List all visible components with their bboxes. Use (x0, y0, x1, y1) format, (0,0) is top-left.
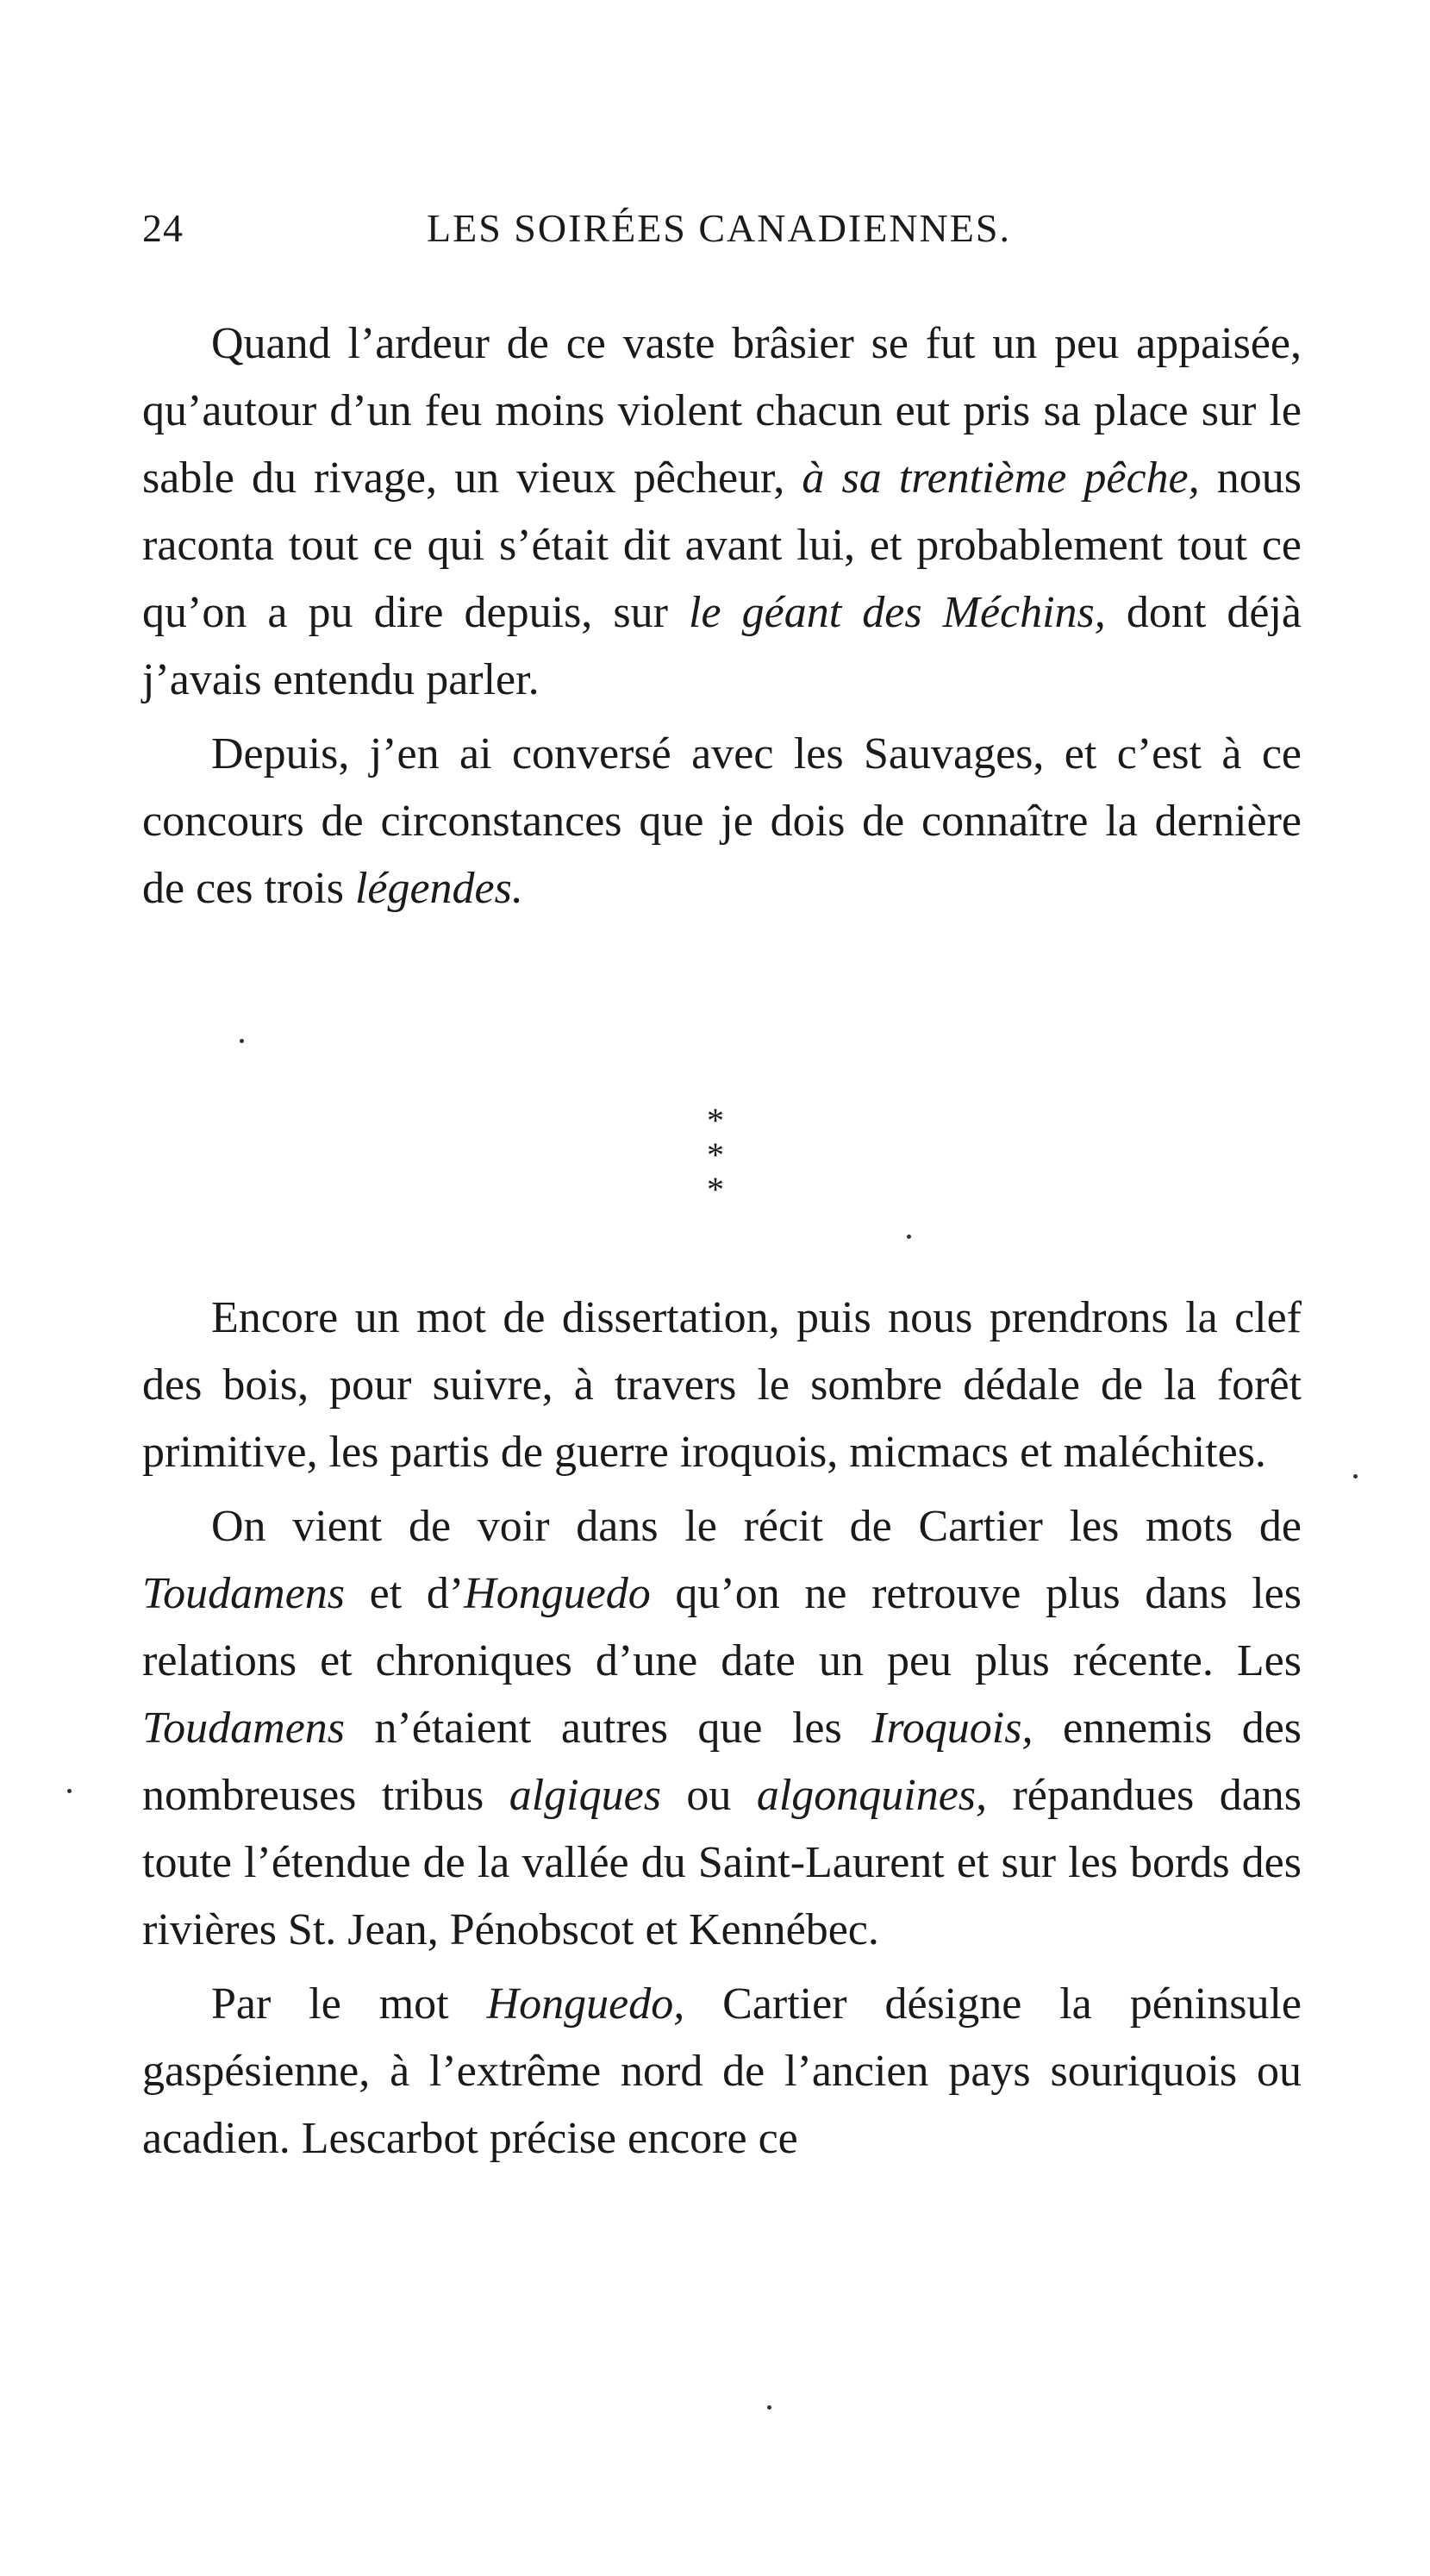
text-span: On vient de voir dans le récit de Cartier les mots de (211, 1502, 1302, 1551)
italic-phrase: le géant des Méchins, (689, 588, 1106, 637)
print-speck (67, 1789, 72, 1793)
running-title: LES SOIRÉES CANADIENNES. (427, 206, 1011, 250)
italic-word: Honguedo, (486, 1979, 685, 2029)
text-span: ennemis des nombreuses tribus (142, 1704, 1302, 1820)
text-span: qu’on ne retrouve plus dans les relations et chroniques d’une date un peu plus récente. Les (142, 1569, 1302, 1685)
italic-phrase: à sa trentième pêche, (802, 453, 1200, 503)
asterism-top: * (707, 1101, 724, 1140)
asterism-bottom: * * (707, 1135, 740, 1209)
text-span: Depuis, j’en ai conversé avec les Sauvages, et c’est à ce concours de circonstances que je dois de connaître la dernière de ces trois (142, 729, 1302, 913)
paragraph (142, 1285, 1302, 1486)
print-speck (1353, 1474, 1358, 1479)
paragraph (142, 1493, 1302, 1964)
italic-phrase: légendes. (354, 864, 523, 913)
text-span: dont déjà j’avais entendu parler. (142, 588, 1302, 704)
italic-word: Honguedo (464, 1569, 651, 1618)
text-span: nous raconta tout ce qui s’était dit avant lui, et probablement tout ce qu’on a pu dire depuis, sur (142, 453, 1302, 637)
text-span: répandues dans toute l’étendue de la vallée du Saint-Laurent et sur les bords des rivières St. Jean, Pénobscot et Kennébec. (142, 1771, 1302, 1954)
page-number: 24 (142, 206, 184, 250)
paragraph (142, 721, 1302, 922)
text-span: et d’ (345, 1569, 465, 1618)
italic-word: algiques (509, 1771, 661, 1820)
text-span: ou (660, 1771, 757, 1820)
text-span: Cartier désigne la péninsule gaspésienne, à l’extrême nord de l’ancien pays souriquois ou acadien. Lescarbot précise encore ce (142, 1979, 1302, 2163)
italic-word: algonquines, (756, 1771, 988, 1820)
section-2-text (142, 1285, 1302, 2173)
italic-word: Toudamens (142, 1704, 346, 1753)
italic-word: Toudamens (142, 1569, 346, 1618)
print-speck (240, 1039, 244, 1043)
italic-word: Iroquois, (871, 1704, 1033, 1753)
section-1-text (142, 310, 1302, 922)
paragraph (142, 310, 1302, 714)
text-span: n’étaient autres que les (345, 1704, 872, 1753)
paragraph (142, 1971, 1302, 2173)
text-span: Encore un mot de dissertation, puis nous prendrons la clef des bois, pour suivre, à travers le sombre dédale de la forêt primitive, les partis de guerre iroquois, micmacs et maléchites. (142, 1293, 1302, 1477)
text-span: Quand l’ardeur de ce vaste brâsier se fut un peu appaisée, qu’autour d’un feu moins violent chacun eut pris sa place sur le sable du rivage, un vieux pêcheur, (142, 319, 1302, 503)
text-span: Par le mot (211, 1979, 487, 2029)
print-speck (907, 1235, 911, 1239)
print-speck (767, 2405, 771, 2410)
asterism-separator (672, 1101, 759, 1209)
running-head (142, 205, 1302, 257)
